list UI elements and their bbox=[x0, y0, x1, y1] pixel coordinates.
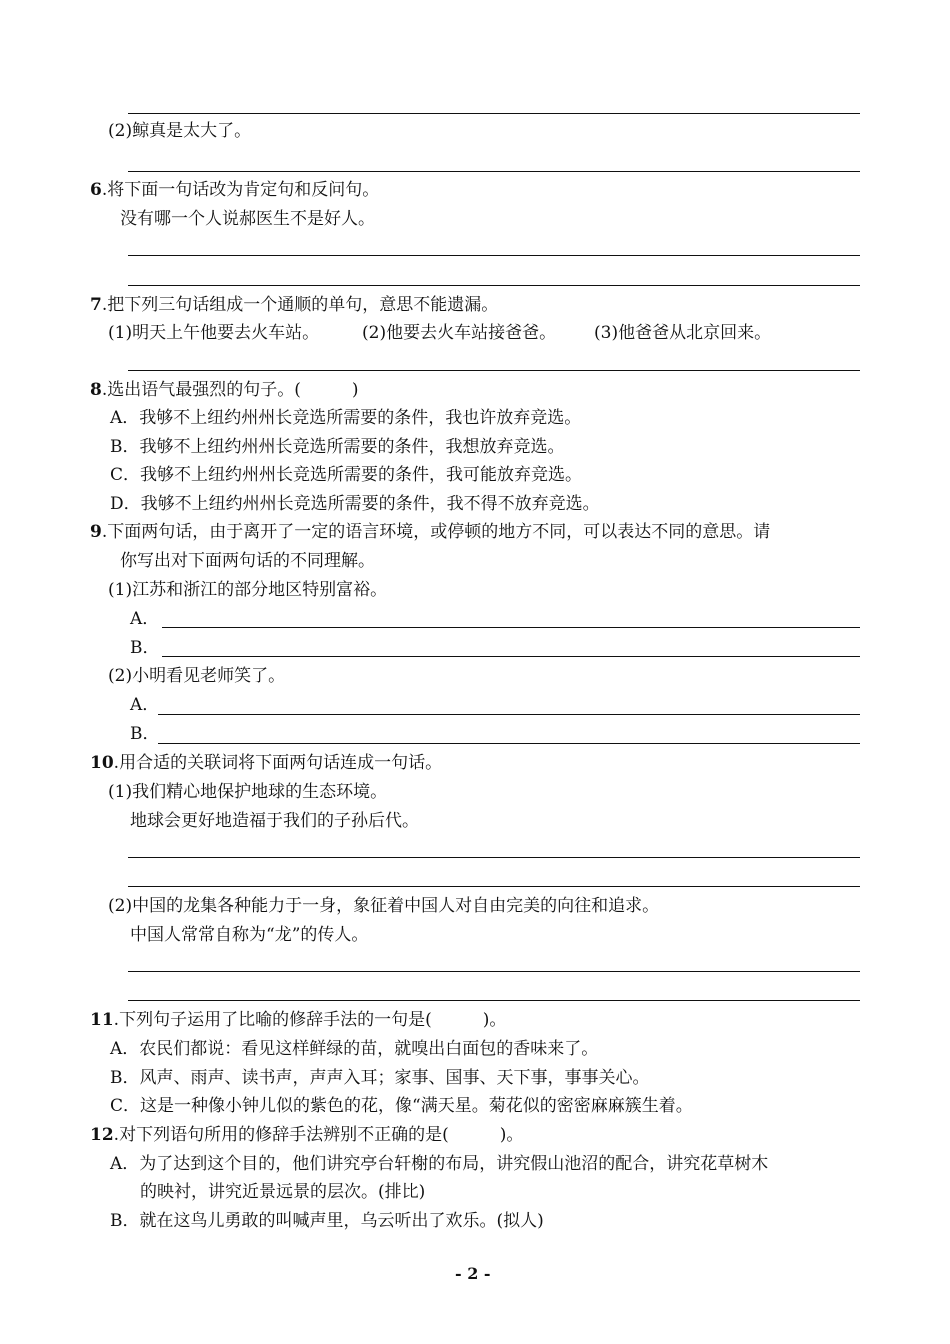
q8-option-d: D．我够不上纽约州州长竞选所需要的条件，我不得不放弃竞选。 bbox=[110, 494, 600, 514]
q11-option-b: B．风声、雨声、读书声，声声入耳；家事、国事、天下事，事事关心。 bbox=[110, 1068, 650, 1088]
q12-prompt: .对下列语句所用的修辞手法辨别不正确的是( )。 bbox=[113, 1125, 524, 1145]
q9-item-1-label-b: B． bbox=[130, 638, 160, 658]
q7-sentence-2: (2)他要去火车站接爸爸。 bbox=[362, 323, 557, 343]
q9-prompt-line-2: 你写出对下面两句话的不同理解。 bbox=[120, 551, 375, 571]
answer-line[interactable] bbox=[128, 255, 860, 256]
answer-line[interactable] bbox=[128, 1000, 860, 1001]
q7-sentence-1: (1)明天上午他要去火车站。 bbox=[108, 323, 320, 343]
q12-option-a-line-2: 的映衬，讲究近景远景的层次。(排比) bbox=[140, 1182, 426, 1202]
answer-line[interactable] bbox=[158, 714, 860, 715]
q6-prompt: .将下面一句话改为肯定句和反问句。 bbox=[101, 180, 380, 200]
q11-prompt: .下列句子运用了比喻的修辞手法的一句是( )。 bbox=[113, 1010, 507, 1030]
answer-line[interactable] bbox=[128, 370, 860, 371]
answer-line[interactable] bbox=[162, 656, 860, 657]
q7-heading bbox=[90, 295, 498, 315]
answer-line[interactable] bbox=[162, 627, 860, 628]
q8-prompt: .选出语气最强烈的句子。( ) bbox=[101, 380, 359, 400]
q7-number: 7 bbox=[90, 295, 102, 315]
q12-heading bbox=[90, 1125, 523, 1145]
page-number: - 2 - bbox=[455, 1264, 491, 1283]
q6-number: 6 bbox=[90, 180, 102, 200]
q9-heading bbox=[90, 522, 770, 542]
q8-option-c: C．我够不上纽约州州长竞选所需要的条件，我可能放弃竞选。 bbox=[110, 465, 583, 485]
answer-line[interactable] bbox=[128, 113, 860, 114]
q9-item-1-label-a: A． bbox=[130, 609, 160, 629]
answer-line[interactable] bbox=[158, 743, 860, 744]
answer-line[interactable] bbox=[128, 857, 860, 858]
q6-sentence: 没有哪一个人说郝医生不是好人。 bbox=[120, 209, 375, 229]
q12-option-b: B．就在这鸟儿勇敢的叫喊声里，乌云听出了欢乐。(拟人) bbox=[110, 1211, 544, 1231]
q10-prompt: .用合适的关联词将下面两句话连成一句话。 bbox=[113, 753, 443, 773]
q11-option-c: C．这是一种像小钟儿似的紫色的花，像“满天星。菊花似的密密麻麻簇生着。 bbox=[110, 1096, 693, 1116]
q10-number: 10 bbox=[90, 753, 114, 773]
q10-item-1-line-2: 地球会更好地造福于我们的子孙后代。 bbox=[130, 811, 419, 831]
q8-number: 8 bbox=[90, 380, 102, 400]
q9-prompt-line-1: .下面两句话，由于离开了一定的语言环境，或停顿的地方不同，可以表达不同的意思。请 bbox=[101, 522, 771, 542]
q12-number: 12 bbox=[90, 1125, 114, 1145]
q10-item-2-line-2: 中国人常常自称为“龙”的传人。 bbox=[130, 925, 369, 945]
q6-heading bbox=[90, 180, 379, 200]
q9-item-2: (2)小明看见老师笑了。 bbox=[108, 666, 286, 686]
q10-item-1-line-1: (1)我们精心地保护地球的生态环境。 bbox=[108, 782, 388, 802]
q10-item-2-line-1: (2)中国的龙集各种能力于一身，象征着中国人对自由完美的向往和追求。 bbox=[108, 896, 660, 916]
q7-prompt: .把下列三句话组成一个通顺的单句，意思不能遗漏。 bbox=[101, 295, 499, 315]
q8-option-a: A．我够不上纽约州州长竞选所需要的条件，我也许放弃竞选。 bbox=[110, 408, 582, 428]
q9-item-2-label-b: B． bbox=[130, 724, 160, 744]
q7-sentence-3: (3)他爸爸从北京回来。 bbox=[594, 323, 772, 343]
q11-number: 11 bbox=[90, 1010, 114, 1030]
q8-heading bbox=[90, 380, 359, 400]
q11-heading bbox=[90, 1010, 506, 1030]
q9-number: 9 bbox=[90, 522, 102, 542]
answer-line[interactable] bbox=[128, 886, 860, 887]
q9-item-1: (1)江苏和浙江的部分地区特别富裕。 bbox=[108, 580, 388, 600]
answer-line[interactable] bbox=[128, 171, 860, 172]
q12-option-a-line-1: A．为了达到这个目的，他们讲究亭台轩榭的布局，讲究假山池沼的配合，讲究花草树木 bbox=[110, 1154, 769, 1174]
answer-line[interactable] bbox=[128, 971, 860, 972]
q8-option-b: B．我够不上纽约州州长竞选所需要的条件，我想放弃竞选。 bbox=[110, 437, 565, 457]
q5-item-2: (2)鲸真是太大了。 bbox=[108, 121, 252, 141]
q9-item-2-label-a: A． bbox=[130, 695, 160, 715]
answer-line[interactable] bbox=[128, 285, 860, 286]
q10-heading bbox=[90, 753, 442, 773]
q11-option-a: A．农民们都说：看见这样鲜绿的苗，就嗅出白面包的香味来了。 bbox=[110, 1039, 599, 1059]
